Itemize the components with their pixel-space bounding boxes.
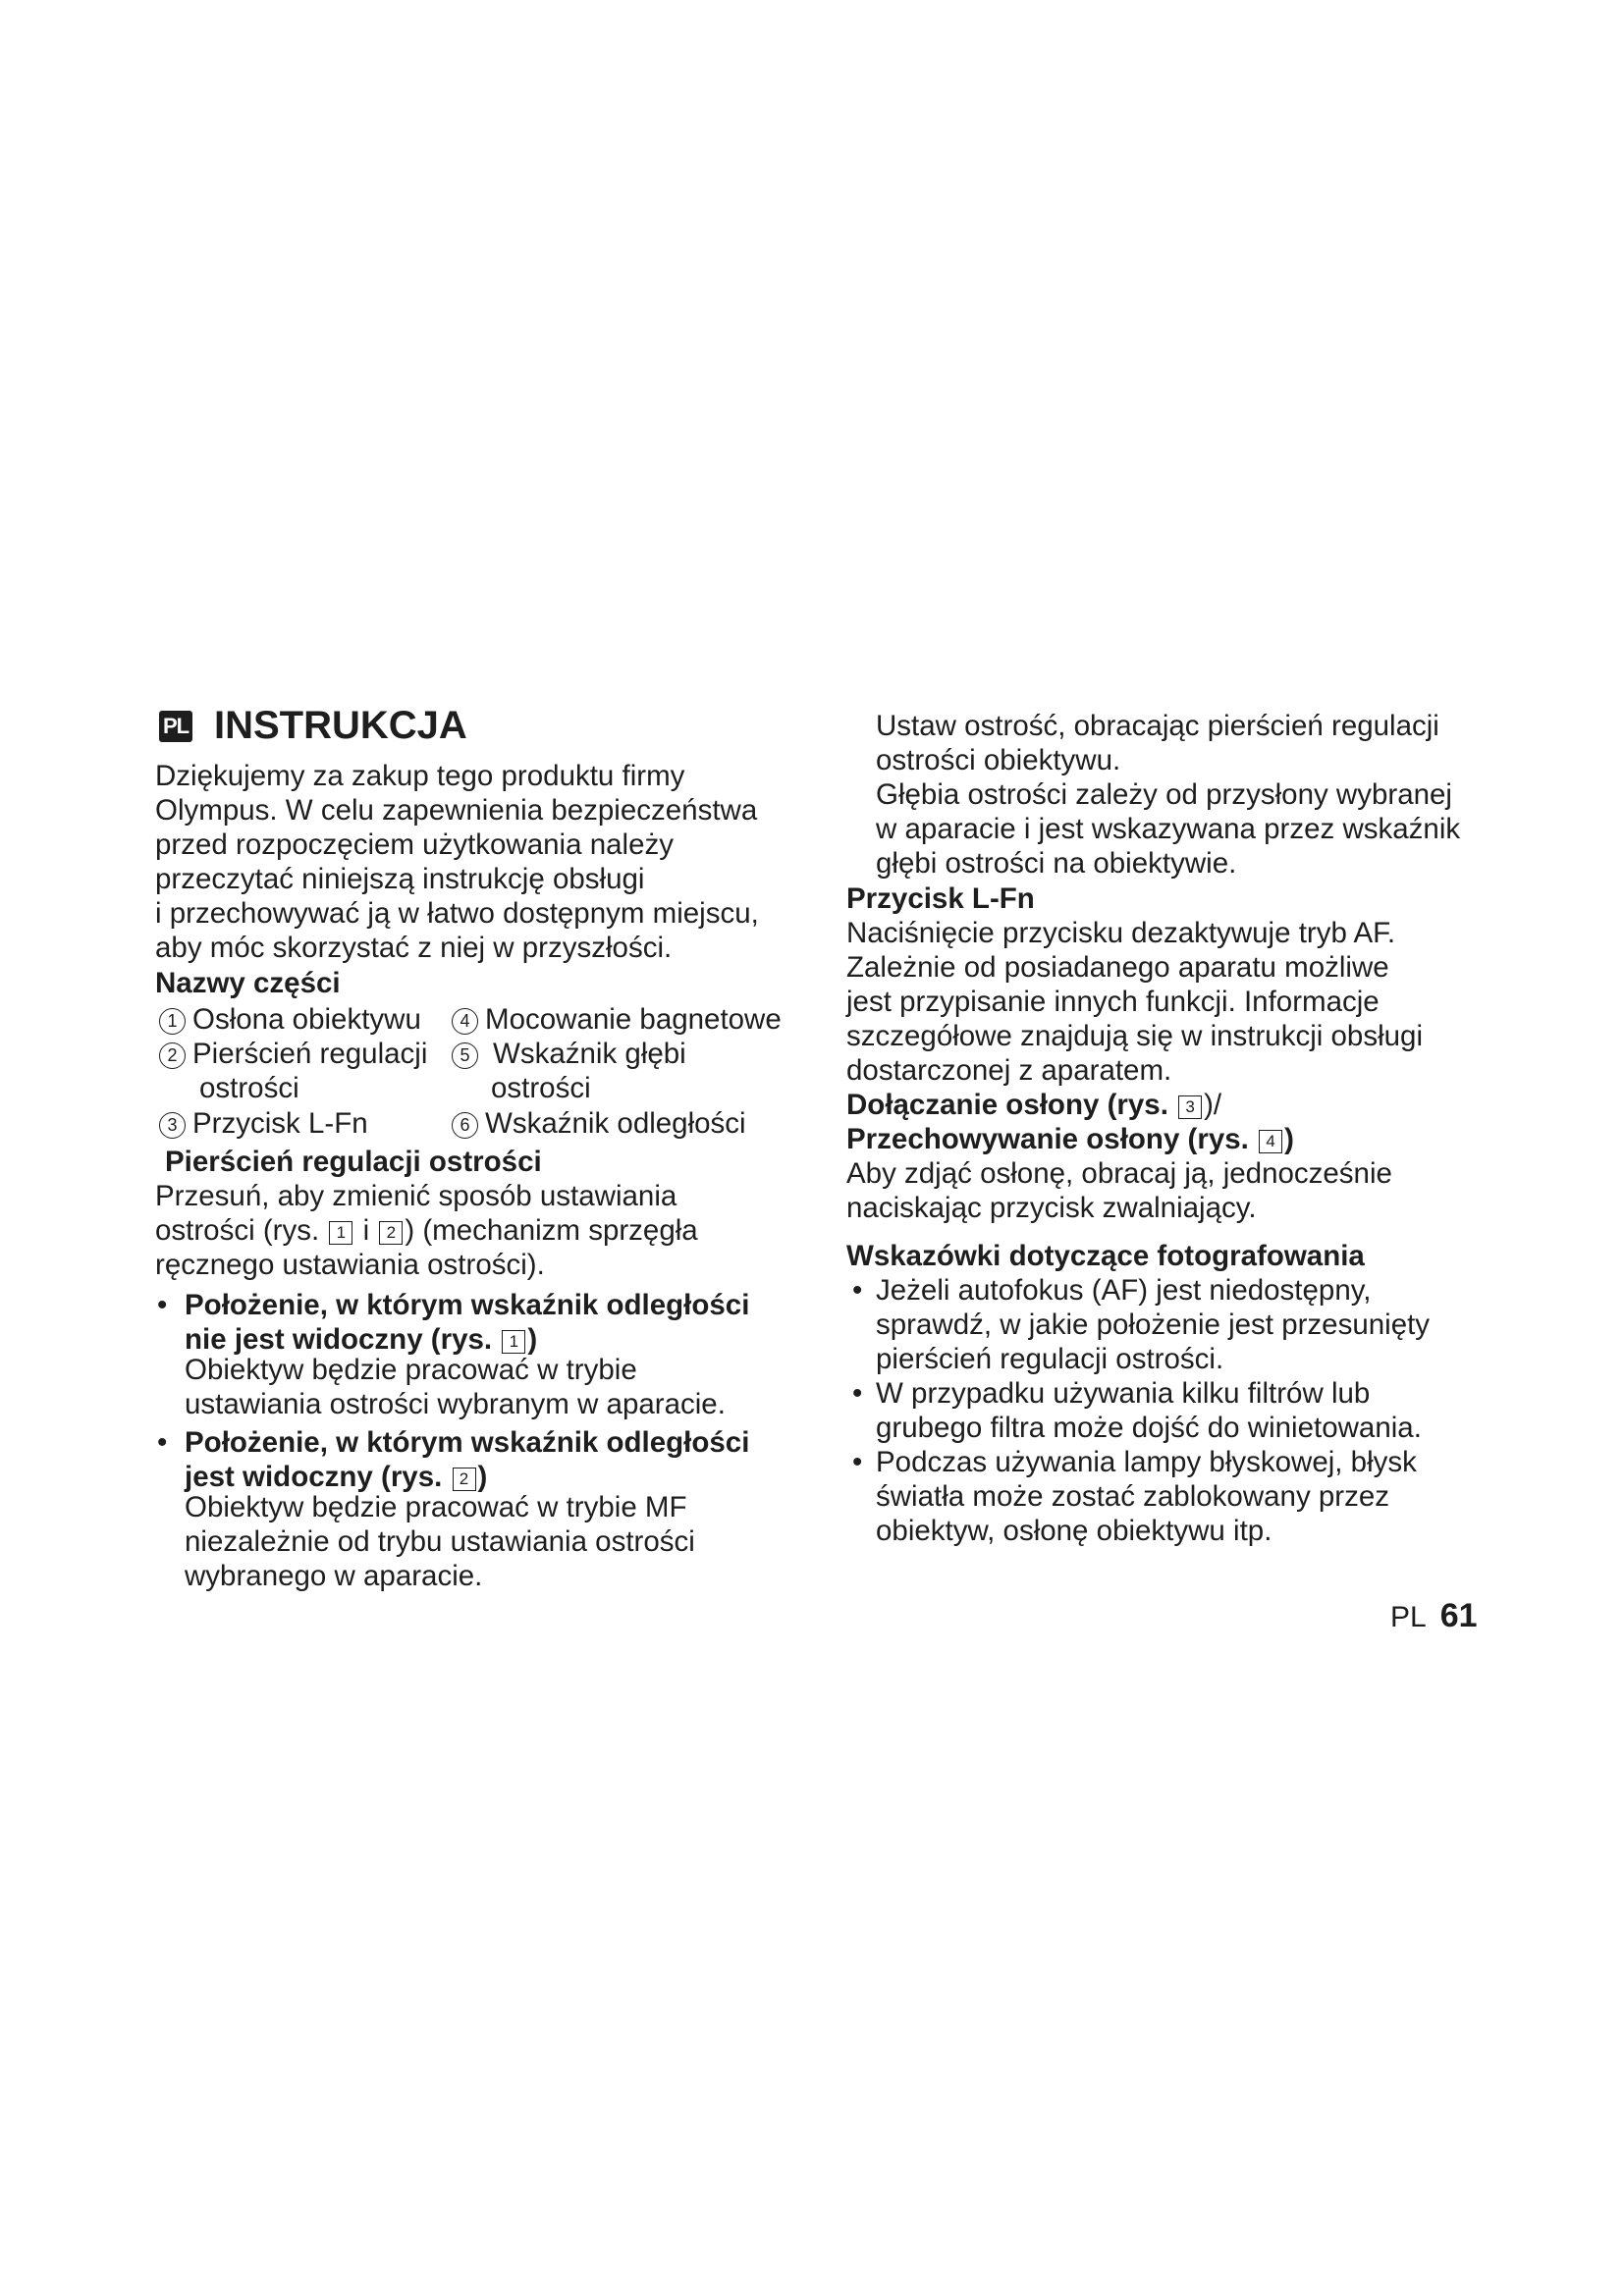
text-line: Obiektyw będzie pracować w trybie MF [185, 1491, 687, 1523]
figure-ref: 2 [379, 1221, 403, 1245]
part-number: 4 [452, 1008, 478, 1035]
text-line: ostrości obiektywu. [876, 744, 1121, 776]
part-item-3 [159, 1106, 368, 1141]
part-item-2 [159, 1037, 427, 1071]
page-lang-label: PL [1390, 1601, 1427, 1633]
part-number: 1 [159, 1008, 186, 1035]
text-line: W przypadku używania kilku filtrów lub [876, 1377, 1371, 1410]
focus-ring-heading: Pierścień regulacji ostrości [165, 1146, 542, 1178]
text-line: obiektyw, osłonę obiektywu itp. [876, 1515, 1272, 1547]
part-item-4 [452, 1002, 782, 1037]
bullet-heading: Położenie, w którym wskaźnik odległości [185, 1289, 750, 1321]
text-line: Podczas używania lampy błyskowej, błysk [876, 1446, 1417, 1478]
text-segment: ) [527, 1323, 538, 1356]
text-line: szczegółowe znajdują się w instrukcji obsługi [846, 1020, 1424, 1052]
text-segment: ) [1284, 1123, 1294, 1155]
part-label: Pierścień regulacji [192, 1038, 428, 1070]
text-line: jest przypisanie innych funkcji. Informacje [846, 986, 1380, 1018]
figure-ref: 2 [453, 1468, 476, 1491]
text-segment: nie jest widoczny (rys. [185, 1323, 501, 1356]
text-line: Obiektyw będzie pracować w trybie [185, 1354, 637, 1386]
part-label: Osłona obiektywu [192, 1003, 421, 1036]
text-segment: )/ [1204, 1089, 1222, 1121]
text-segment: Przechowywanie osłony (rys. [846, 1123, 1258, 1155]
text-line: Olympus. W celu zapewnienia bezpieczeństwa [155, 794, 758, 827]
text-segment: ) (mechanizm sprzęgła [405, 1214, 698, 1247]
part-item-5 [452, 1037, 686, 1071]
text-line [155, 1213, 698, 1248]
text-line: Zależnie od posiadanego aparatu możliwe [846, 951, 1389, 984]
bullet-heading: Położenie, w którym wskaźnik odległości [185, 1426, 750, 1459]
text-segment: ostrości (rys. [155, 1214, 328, 1247]
text-line: ustawiania ostrości wybranym w aparacie. [185, 1388, 726, 1420]
text-line: światła może zostać zablokowany przez [876, 1480, 1390, 1513]
hood-heading [846, 1088, 1221, 1122]
text-line: wybranego w aparacie. [185, 1560, 483, 1592]
page-title: INSTRUKCJA [214, 704, 467, 747]
text-segment: ) [477, 1461, 488, 1493]
text-line: grubego filtra może dojść do winietowania. [876, 1412, 1422, 1444]
hood-heading [846, 1122, 1294, 1156]
part-number: 2 [159, 1042, 186, 1069]
part-label-continued: ostrości [199, 1072, 299, 1104]
bullet-dot: • [157, 1289, 168, 1321]
part-label-continued: ostrości [491, 1072, 591, 1104]
text-line: dostarczonej z aparatem. [846, 1054, 1172, 1087]
part-item-6 [452, 1106, 746, 1141]
part-number: 5 [452, 1042, 478, 1069]
text-line: Dziękujemy za zakup tego produktu firmy [155, 760, 685, 792]
text-line: głębi ostrości na obiektywie. [876, 847, 1237, 880]
bullet-dot: • [157, 1426, 168, 1459]
part-label: Mocowanie bagnetowe [485, 1003, 782, 1036]
text-line: Ustaw ostrość, obracając pierścień regulacji [876, 710, 1439, 742]
parts-heading: Nazwy części [155, 967, 341, 999]
text-line: pierścień regulacji ostrości. [876, 1343, 1224, 1375]
figure-ref: 1 [502, 1330, 525, 1354]
figure-ref: 1 [329, 1221, 352, 1245]
bullet-heading [185, 1322, 537, 1357]
text-line: aby móc skorzystać z niej w przyszłości. [155, 932, 673, 964]
text-line: Głębia ostrości zależy od przysłony wybranej [876, 778, 1452, 811]
text-line: Aby zdjąć osłonę, obracaj ją, jednocześnie [846, 1157, 1392, 1190]
text-line: i przechowywać ją w łatwo dostępnym miejscu, [155, 897, 759, 930]
part-label: Wskaźnik głębi [493, 1038, 686, 1070]
part-label: Przycisk L-Fn [192, 1107, 368, 1140]
text-line: niezależnie od trybu ustawiania ostrości [185, 1525, 695, 1558]
lfn-heading: Przycisk L-Fn [846, 882, 1035, 915]
figure-ref: 4 [1259, 1130, 1282, 1153]
text-segment: i [354, 1214, 378, 1247]
bullet-heading [185, 1460, 487, 1494]
text-line: przeczytać niniejszą instrukcję obsługi [155, 863, 645, 895]
part-item-1 [159, 1002, 421, 1037]
text-line: ręcznego ustawiania ostrości). [155, 1249, 545, 1281]
page-number [1390, 1598, 1478, 1635]
text-line: sprawdź, w jakie położenie jest przesunięty [876, 1308, 1431, 1341]
page-number-value: 61 [1439, 1597, 1478, 1634]
language-badge: PL [159, 711, 192, 742]
text-segment: Dołączanie osłony (rys. [846, 1089, 1177, 1121]
part-number: 3 [159, 1112, 186, 1139]
bullet-dot: • [852, 1274, 863, 1307]
text-line: Naciśnięcie przycisku dezaktywuje tryb AF. [846, 917, 1396, 949]
bullet-dot: • [852, 1446, 863, 1478]
part-label: Wskaźnik odległości [485, 1107, 746, 1140]
text-line: naciskając przycisk zwalniający. [846, 1192, 1257, 1224]
text-line: w aparacie i jest wskazywana przez wskaźnik [876, 813, 1461, 845]
text-segment: jest widoczny (rys. [185, 1461, 451, 1493]
part-number: 6 [452, 1112, 478, 1139]
figure-ref: 3 [1178, 1095, 1202, 1119]
text-line: Jeżeli autofokus (AF) jest niedostępny, [876, 1274, 1372, 1307]
text-line: Przesuń, aby zmienić sposób ustawiania [155, 1180, 677, 1212]
bullet-dot: • [852, 1377, 863, 1410]
text-line: przed rozpoczęciem użytkowania należy [155, 828, 674, 861]
tips-heading: Wskazówki dotyczące fotografowania [846, 1240, 1365, 1272]
